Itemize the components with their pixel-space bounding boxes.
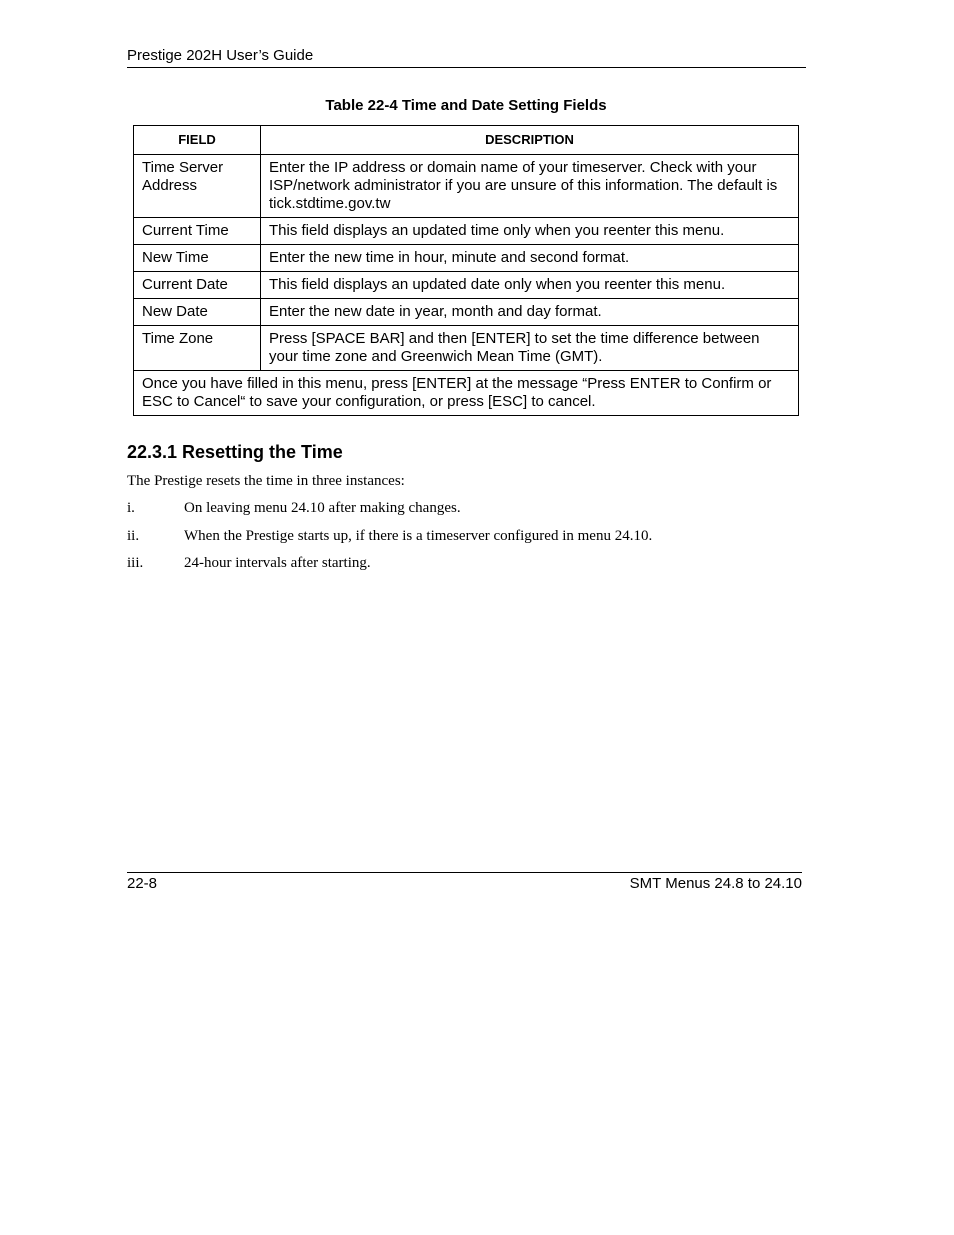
settings-table — [133, 125, 799, 416]
table-row — [134, 218, 799, 245]
table-row — [134, 299, 799, 326]
column-header-field: FIELD — [134, 126, 261, 155]
description-cell: Enter the new date in year, month and day format. — [261, 299, 799, 326]
table-row — [134, 272, 799, 299]
field-cell: New Time — [134, 245, 261, 272]
header-title: Prestige 202H User’s Guide — [127, 47, 314, 64]
list-item-number: ii. — [127, 527, 140, 544]
table-caption: Table 22-4 Time and Date Setting Fields — [325, 97, 607, 114]
list-item-text: 24-hour intervals after starting. — [184, 555, 371, 571]
description-cell: Press [SPACE BAR] and then [ENTER] to set the time difference between your time zone and Greenwich Mean Time (GMT). — [261, 326, 799, 371]
field-cell: Time Zone — [134, 326, 261, 371]
page-number: 22-8 — [127, 875, 158, 892]
table-row — [134, 326, 799, 371]
table-footer-row — [134, 371, 799, 416]
page-footer — [127, 872, 802, 893]
list-item-number: iii. — [127, 555, 144, 571]
list-item-text: When the Prestige starts up, if there is a timeserver configured in menu 24.10. — [184, 527, 653, 544]
field-cell: Current Time — [134, 218, 261, 245]
table-footer-note: Once you have filled in this menu, press [ENTER] at the message “Press ENTER to Confirm or ESC to Cancel“ to save your configuration, or press [ESC] to cancel. — [134, 371, 799, 416]
section-intro: The Prestige resets the time in three instances: — [127, 473, 405, 489]
description-cell: This field displays an updated time only when you reenter this menu. — [261, 218, 799, 245]
description-cell: Enter the IP address or domain name of your timeserver. Check with your ISP/network administrator if you are unsure of this information. The default is tick.stdtime.gov.tw — [261, 155, 799, 218]
list-item-number: i. — [127, 500, 135, 516]
table-row — [134, 245, 799, 272]
field-cell: New Date — [134, 299, 261, 326]
description-cell: Enter the new time in hour, minute and second format. — [261, 245, 799, 272]
section-heading: 22.3.1 Resetting the Time — [127, 442, 343, 462]
field-cell: Current Date — [134, 272, 261, 299]
page-header — [127, 47, 806, 68]
chapter-title: SMT Menus 24.8 to 24.10 — [629, 875, 802, 892]
list-item-text: On leaving menu 24.10 after making changes. — [184, 500, 461, 516]
table-row — [134, 155, 799, 218]
column-header-description: DESCRIPTION — [261, 126, 799, 155]
field-cell: Time Server Address — [134, 155, 261, 218]
description-cell: This field displays an updated date only when you reenter this menu. — [261, 272, 799, 299]
table-header-row — [134, 126, 799, 155]
